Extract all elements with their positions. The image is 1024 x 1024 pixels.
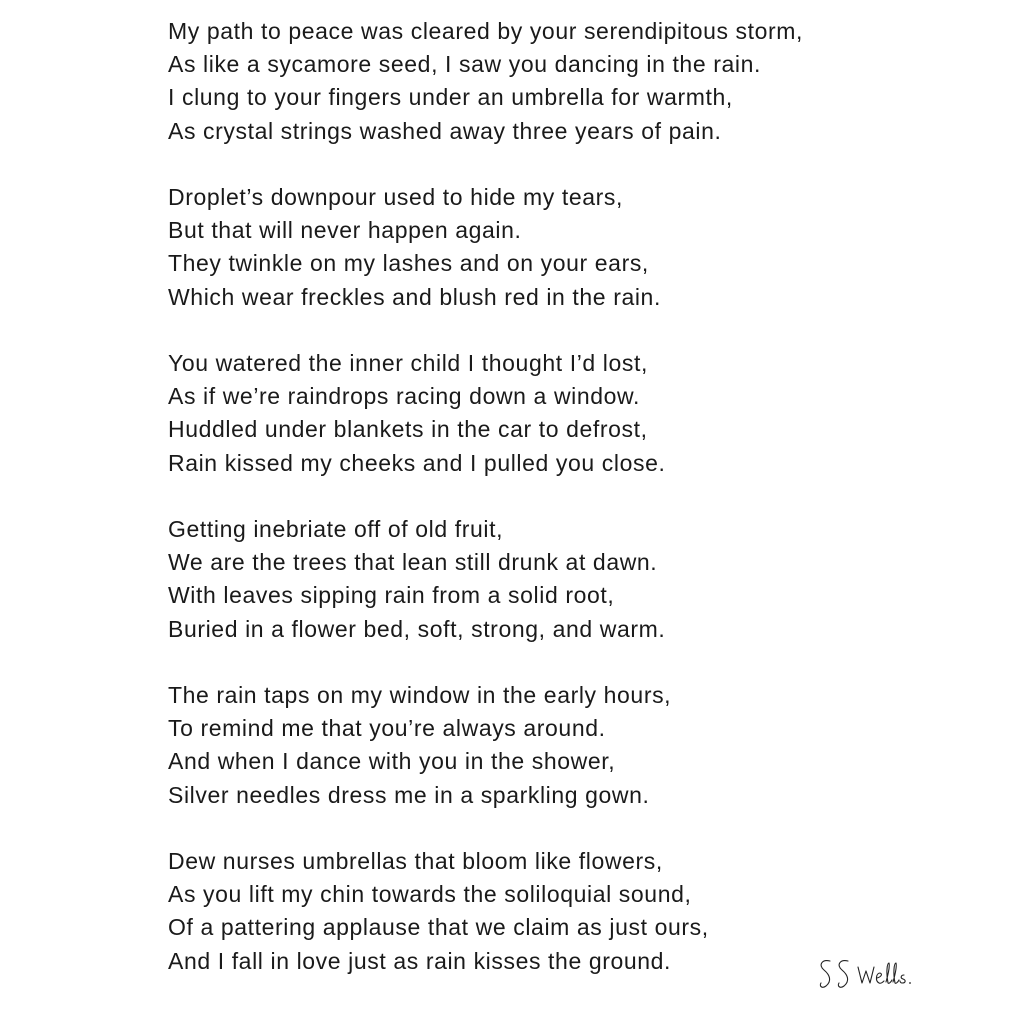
stanza bbox=[168, 347, 888, 480]
signature-mark bbox=[818, 955, 928, 995]
poem-line: Rain kissed my cheeks and I pulled you close. bbox=[168, 449, 666, 476]
poem-line: But that will never happen again. bbox=[168, 217, 522, 244]
poem-line: Dew nurses umbrellas that bloom like flowers, bbox=[168, 848, 663, 874]
poem-line: The rain taps on my window in the early hours, bbox=[168, 682, 672, 708]
poem-line: Which wear freckles and blush red in the rain. bbox=[168, 283, 661, 310]
poem-line: They twinkle on my lashes and on your ears, bbox=[168, 250, 649, 277]
poem-line: And I fall in love just as rain kisses the ground. bbox=[168, 947, 672, 974]
poem-line: With leaves sipping rain from a solid root, bbox=[168, 582, 615, 609]
poem-line: As crystal strings washed away three years of pain. bbox=[168, 117, 722, 144]
poem-line: As you lift my chin towards the soliloquial sound, bbox=[168, 881, 692, 908]
poem-line: Silver needles dress me in a sparkling gown. bbox=[168, 781, 650, 808]
poem-line: To remind me that you’re always around. bbox=[168, 715, 606, 742]
poem-line: Huddled under blankets in the car to defrost, bbox=[168, 416, 648, 443]
poem-line: You watered the inner child I thought I’d lost, bbox=[168, 350, 648, 376]
stanza bbox=[168, 513, 888, 646]
stanza bbox=[168, 15, 888, 148]
poem-line: As like a sycamore seed, I saw you dancing in the rain. bbox=[168, 51, 761, 78]
stanza bbox=[168, 679, 888, 812]
poem-line: Buried in a flower bed, soft, strong, and warm. bbox=[168, 615, 666, 642]
poem-line: My path to peace was cleared by your serendipitous storm, bbox=[168, 18, 804, 44]
poem-body bbox=[168, 15, 888, 978]
poem-line: I clung to your fingers under an umbrella for warmth, bbox=[168, 84, 733, 111]
poem-line: Getting inebriate off of old fruit, bbox=[168, 516, 504, 542]
poem-line: Droplet’s downpour used to hide my tears, bbox=[168, 184, 624, 210]
poem-line: Of a pattering applause that we claim as just ours, bbox=[168, 914, 709, 941]
poem-line: We are the trees that lean still drunk at dawn. bbox=[168, 549, 658, 576]
stanza bbox=[168, 845, 888, 978]
poem-line: And when I dance with you in the shower, bbox=[168, 748, 616, 775]
stanza bbox=[168, 181, 888, 314]
poem-line: As if we’re raindrops racing down a window. bbox=[168, 383, 640, 410]
